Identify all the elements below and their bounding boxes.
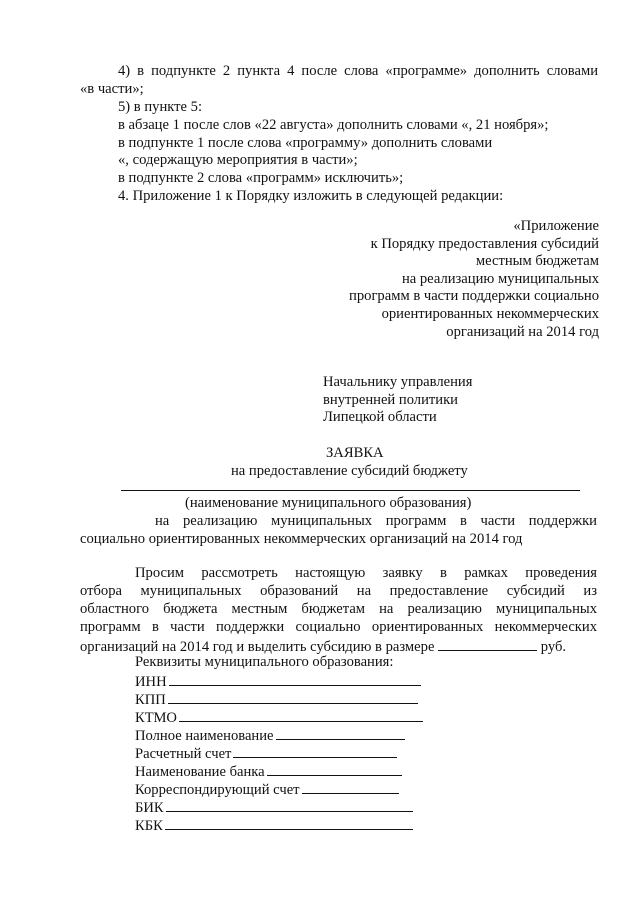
requisite-label: Расчетный счет <box>135 746 232 762</box>
requisite-row-bank <box>135 762 455 780</box>
requisite-row-ktmo <box>135 708 455 726</box>
requisites-list <box>135 672 455 834</box>
requisite-blank <box>267 762 402 776</box>
appendix-header-line: организаций на 2014 год <box>446 323 599 340</box>
request-line-1: Просим рассмотреть настоящую заявку в рамках проведения <box>135 565 597 581</box>
purpose-line-1: на реализацию муниципальных программ в части поддержки <box>155 513 597 529</box>
appendix-header-line: местным бюджетам <box>475 253 599 270</box>
requisite-label: Корреспондирующий счет <box>135 782 300 798</box>
addressee-block <box>323 374 472 427</box>
requisite-row-kbk <box>135 816 455 834</box>
requisite-row-full-name <box>135 726 455 744</box>
requisite-row-corr-account <box>135 780 455 798</box>
request-line-4: программ в части поддержки социально ориентированных некоммерческих <box>80 619 597 635</box>
requisite-row-inn <box>135 672 455 690</box>
requisite-label: КБК <box>135 818 163 834</box>
document-subtitle: на предоставление субсидий бюджету <box>231 463 468 479</box>
requisite-label: КПП <box>135 692 166 708</box>
appendix-header-line: на реализацию муниципальных <box>401 270 599 287</box>
requisite-label: БИК <box>135 800 164 816</box>
appendix-header-line: «Приложение <box>513 218 599 234</box>
requisite-blank <box>302 780 399 794</box>
amendment-item-5: 5) в пункте 5: <box>118 99 203 115</box>
requisite-blank <box>276 726 405 740</box>
addressee-line: Начальнику управления <box>323 374 473 390</box>
appendix-header-line: программ в части поддержки социально <box>349 288 599 305</box>
appendix-header <box>349 218 599 341</box>
amendment-item-5-c: «, содержащую мероприятия в части»; <box>118 152 358 168</box>
requisite-blank <box>233 744 397 758</box>
amendment-point-4: 4. Приложение 1 к Порядку изложить в следующей редакции: <box>118 188 504 204</box>
amendment-item-5-a: в абзаце 1 после слов «22 августа» дополнить словами «, 21 ноября»; <box>118 117 549 133</box>
request-line-5-text: организаций на 2014 год и выделить субсидию в размере <box>80 639 435 655</box>
requisite-blank <box>169 672 421 686</box>
requisite-blank <box>168 690 418 704</box>
amendment-item-5-b: в подпункте 1 после слова «программу» дополнить словами <box>118 135 493 151</box>
requisite-blank <box>165 816 413 830</box>
requisite-row-kpp <box>135 690 455 708</box>
appendix-header-line: к Порядку предоставления субсидий <box>370 235 599 252</box>
amendment-item-5-d: в подпункте 2 слова «программ» исключить»; <box>118 170 404 186</box>
appendix-header-line: ориентированных некоммерческих <box>381 305 599 322</box>
municipality-name-line <box>121 490 580 491</box>
currency-label: руб. <box>540 639 567 655</box>
document-title: ЗАЯВКА <box>326 445 384 461</box>
subsidy-amount-blank <box>438 636 537 651</box>
requisites-heading: Реквизиты муниципального образования: <box>135 654 394 670</box>
addressee-line: Липецкой области <box>323 409 437 426</box>
addressee-line: внутренней политики <box>323 391 458 408</box>
requisite-label: ИНН <box>135 674 167 690</box>
requisite-blank <box>179 708 423 722</box>
request-line-3: областного бюджета местным бюджетам на реализацию муниципальных <box>80 601 597 617</box>
requisite-blank <box>166 798 413 812</box>
amendment-item-4-line1: 4) в подпункте 2 пункта 4 после слова «программе» дополнить словами <box>118 63 598 79</box>
requisite-label: Наименование банка <box>135 764 265 780</box>
requisite-label: Полное наименование <box>135 728 274 744</box>
requisite-row-bik <box>135 798 455 816</box>
requisite-row-account <box>135 744 455 762</box>
purpose-line-2: социально ориентированных некоммерческих организаций на 2014 год <box>80 531 523 547</box>
municipality-caption: (наименование муниципального образования) <box>185 495 472 511</box>
requisite-label: КТМО <box>135 710 177 726</box>
amendment-item-4-line2: «в части»; <box>80 81 144 97</box>
request-line-2: отбора муниципальных образований на предоставление субсидий из <box>80 583 597 599</box>
